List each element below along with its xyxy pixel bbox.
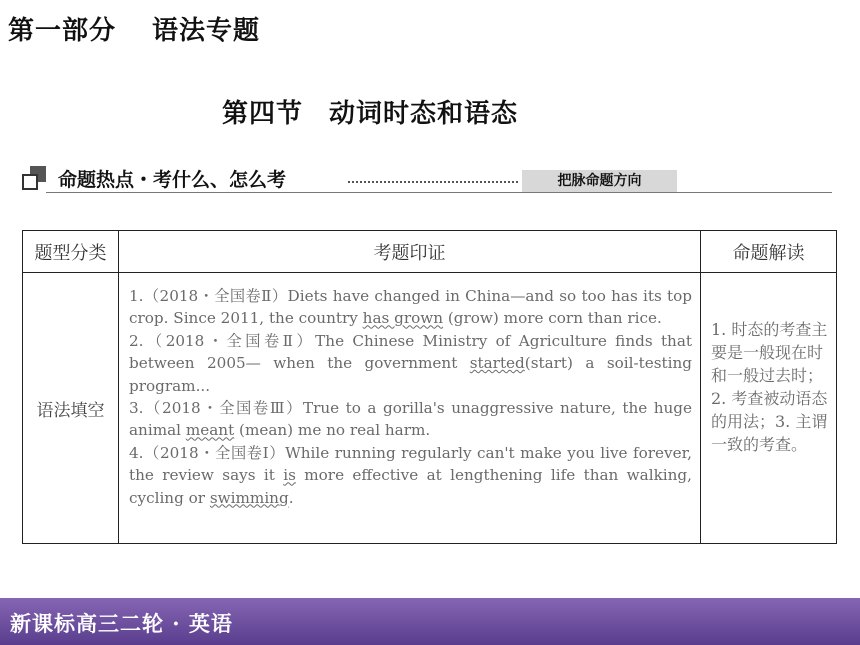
table-header-row — [23, 231, 837, 273]
question-type-cell: 语法填空 — [23, 273, 119, 544]
answer-underline: swimming — [209, 488, 289, 507]
analysis-cell: 1. 时态的考查主要是一般现在时和一般过去时；2. 考查被动语态的用法；3. 主谓一致的考查。 — [701, 273, 837, 544]
banner-label: 命题热点・考什么、怎么考 — [58, 169, 287, 191]
answer-underline: started — [469, 354, 525, 373]
header-type: 题型分类 — [23, 231, 119, 273]
header-analysis: 命题解读 — [701, 231, 837, 273]
part-label: 第一部分 — [8, 16, 117, 46]
footer-bar — [0, 598, 860, 645]
header-evidence: 考题印证 — [119, 231, 701, 273]
banner-rule — [46, 192, 832, 193]
examples-cell — [119, 273, 701, 544]
footer-text: 新课标高三二轮 · 英语 — [10, 611, 233, 636]
hotspot-banner — [22, 164, 832, 194]
dotted-leader — [348, 181, 518, 183]
example-item: 4.（2018・全国卷Ⅰ）While running regularly can't make you live forever, the review says it is more effective at lengthening life than walking, cycling or swimming. — [129, 443, 692, 507]
section-title — [222, 93, 518, 130]
answer-underline: is — [283, 466, 296, 485]
square-bullet-icon — [22, 166, 46, 190]
question-table — [22, 230, 837, 544]
example-item: 3.（2018・全国卷Ⅲ）True to a gorilla's unaggressive nature, the huge animal meant (mean) me no real harm. — [129, 399, 692, 440]
table-row — [23, 273, 837, 544]
answer-underline: meant — [185, 421, 235, 440]
part-topic: 语法专题 — [152, 16, 261, 46]
section-number: 第四节 — [222, 99, 304, 129]
section-name: 动词时态和语态 — [329, 99, 519, 129]
example-item: 1.（2018・全国卷Ⅱ）Diets have changed in China—and so too has its top crop. Since 2011, the country has grown (grow) more corn than rice. — [129, 287, 692, 328]
answer-underline: has grown — [362, 309, 444, 328]
example-item: 2.（2018・全国卷Ⅱ）The Chinese Ministry of Agriculture finds that between 2005— when the government started(start) a soil-testing program... — [129, 331, 692, 395]
banner-tag: 把脉命题方向 — [522, 170, 677, 192]
part-title — [8, 10, 260, 47]
